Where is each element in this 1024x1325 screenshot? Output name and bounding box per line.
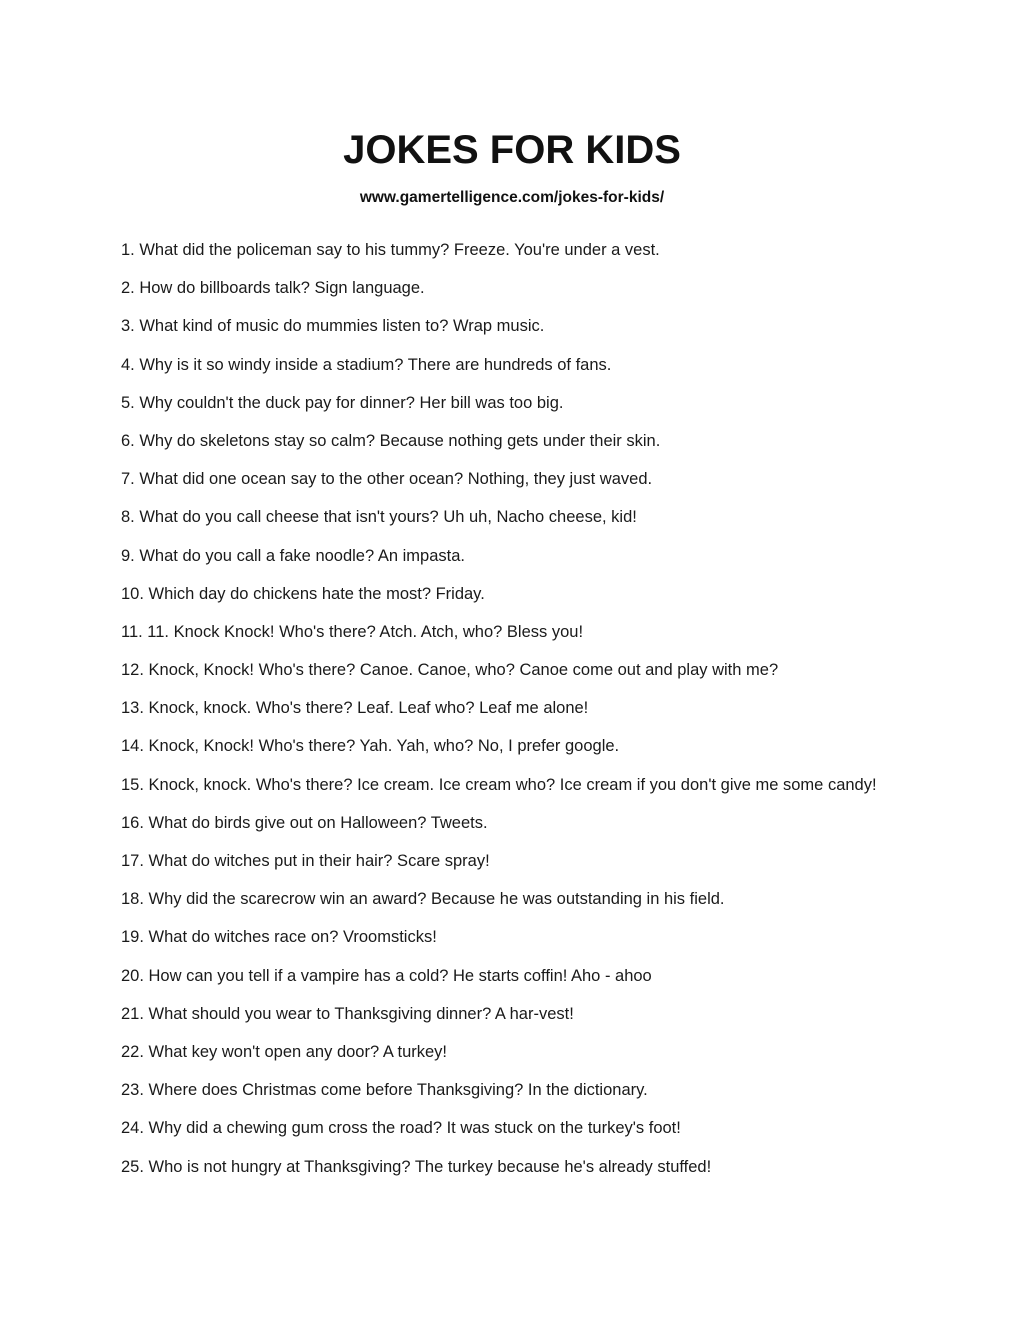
joke-item: 25. Who is not hungry at Thanksgiving? The turkey because he's already stuffed!	[121, 1157, 712, 1176]
joke-item: 2. How do billboards talk? Sign language.	[121, 279, 425, 298]
joke-item: 11. 11. Knock Knock! Who's there? Atch. Atch, who? Bless you!	[121, 622, 584, 641]
joke-item: 22. What key won't open any door? A turkey!	[121, 1042, 448, 1061]
joke-item: 15. Knock, knock. Who's there? Ice cream. Ice cream who? Ice cream if you don't give me some candy!	[121, 775, 877, 794]
joke-item: 19. What do witches race on? Vroomsticks!	[121, 928, 437, 947]
joke-item: 10. Which day do chickens hate the most? Friday.	[121, 584, 485, 603]
joke-item: 4. Why is it so windy inside a stadium? There are hundreds of fans.	[121, 355, 612, 374]
joke-item: 9. What do you call a fake noodle? An impasta.	[121, 546, 465, 565]
joke-item: 16. What do birds give out on Halloween? Tweets.	[121, 813, 488, 832]
jokes-list	[121, 239, 1001, 1194]
joke-item: 23. Where does Christmas come before Thanksgiving? In the dictionary.	[121, 1081, 648, 1100]
joke-item: 20. How can you tell if a vampire has a cold? He starts coffin! Aho - ahoo	[121, 966, 652, 985]
joke-item: 3. What kind of music do mummies listen to? Wrap music.	[121, 317, 545, 336]
joke-item: 14. Knock, Knock! Who's there? Yah. Yah, who? No, I prefer google.	[121, 737, 620, 756]
joke-item: 18. Why did the scarecrow win an award? Because he was outstanding in his field.	[121, 890, 725, 909]
joke-item: 24. Why did a chewing gum cross the road? It was stuck on the turkey's foot!	[121, 1119, 681, 1138]
joke-item: 6. Why do skeletons stay so calm? Because nothing gets under their skin.	[121, 431, 661, 450]
joke-item: 5. Why couldn't the duck pay for dinner? Her bill was too big.	[121, 393, 564, 412]
page-title: JOKES FOR KIDS	[343, 128, 681, 172]
joke-item: 1. What did the policeman say to his tummy? Freeze. You're under a vest.	[121, 241, 660, 259]
joke-item: 13. Knock, knock. Who's there? Leaf. Leaf who? Leaf me alone!	[121, 699, 589, 718]
joke-item: 12. Knock, Knock! Who's there? Canoe. Canoe, who? Canoe come out and play with me?	[121, 661, 779, 680]
joke-item: 8. What do you call cheese that isn't yours? Uh uh, Nacho cheese, kid!	[121, 508, 637, 527]
joke-item: 21. What should you wear to Thanksgiving dinner? A har-vest!	[121, 1004, 574, 1023]
joke-item: 17. What do witches put in their hair? Scare spray!	[121, 852, 490, 870]
source-url: www.gamertelligence.com/jokes-for-kids/	[359, 189, 665, 206]
joke-item: 7. What did one ocean say to the other ocean? Nothing, they just waved.	[121, 470, 653, 489]
